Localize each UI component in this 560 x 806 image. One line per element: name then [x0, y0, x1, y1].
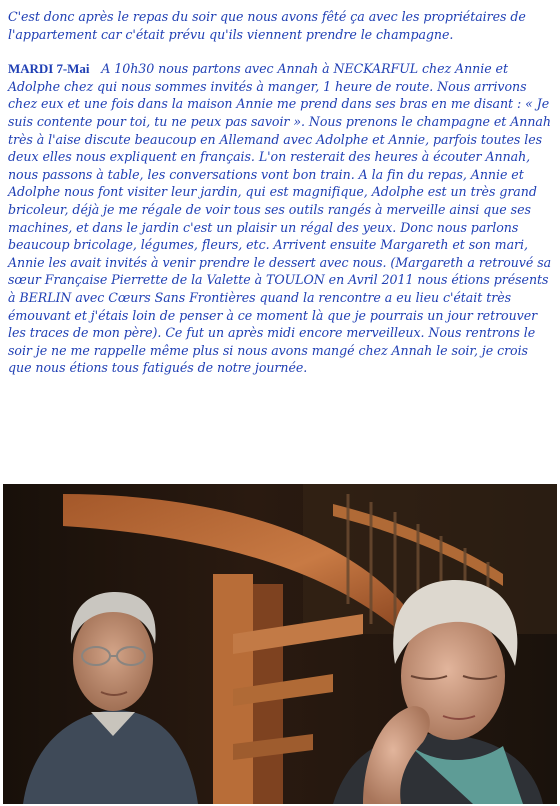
journal-text	[8, 8, 554, 377]
entry-paragraph	[8, 60, 554, 377]
entry-body: A 10h30 nous partons avec Annah à NECKARFUL chez Annie et Adolphe chez qui nous sommes invités à manger, 1 heure de route. Nous arrivons chez eux et une fois dans la maison Annie me prend dans ses bras en me disant : « Je suis contente pour toi, tu ne peux pas savoir ». Nous prenons le champagne et Annah très à l'aise discute beaucoup en Allemand avec Adolphe et Annie, parfois toutes les deux elles nous expliquent en français. L'on resterait des heures à écouter Annah, nous passons à table, les conversations vont bon train. A la fin du repas, Annie et Adolphe nous font visiter leur jardin, qui est magnifique, Adolphe est un très grand bricoleur, déjà je me régale de voir tous ses outils rangés à merveille ainsi que ses machines, et dans le jardin c'est un plaisir un régal des yeux. Donc nous parlons beaucoup bricolage, légumes, fleurs, etc. Arrivent ensuite Margareth et son mari, Annie les avait invités à venir prendre le dessert avec nous. (Margareth a retrouvé sa sœur Française Pierrette de la Valette à TOULON en Avril 2011 nous étions présents à BERLIN avec Cœurs Sans Frontières quand la rencontre a eu lieu c'était très émouvant et j'étais loin de penser à ce moment là que je pourrais un jour retrouver les traces de mon père). Ce fut un après midi encore merveilleux. Nous rentrons le soir je ne me rappelle même plus si nous avons mangé chez Annah le soir, je crois que nous étions tous fatigués de notre journée.	[8, 61, 552, 376]
day-label: MARDI 7-Mai	[8, 61, 90, 77]
photo	[3, 484, 557, 804]
intro-paragraph: C'est donc après le repas du soir que nous avons fêté ça avec les propriétaires de l'appartement car c'était prévu qu'ils viennent prendre le champagne.	[8, 9, 526, 42]
